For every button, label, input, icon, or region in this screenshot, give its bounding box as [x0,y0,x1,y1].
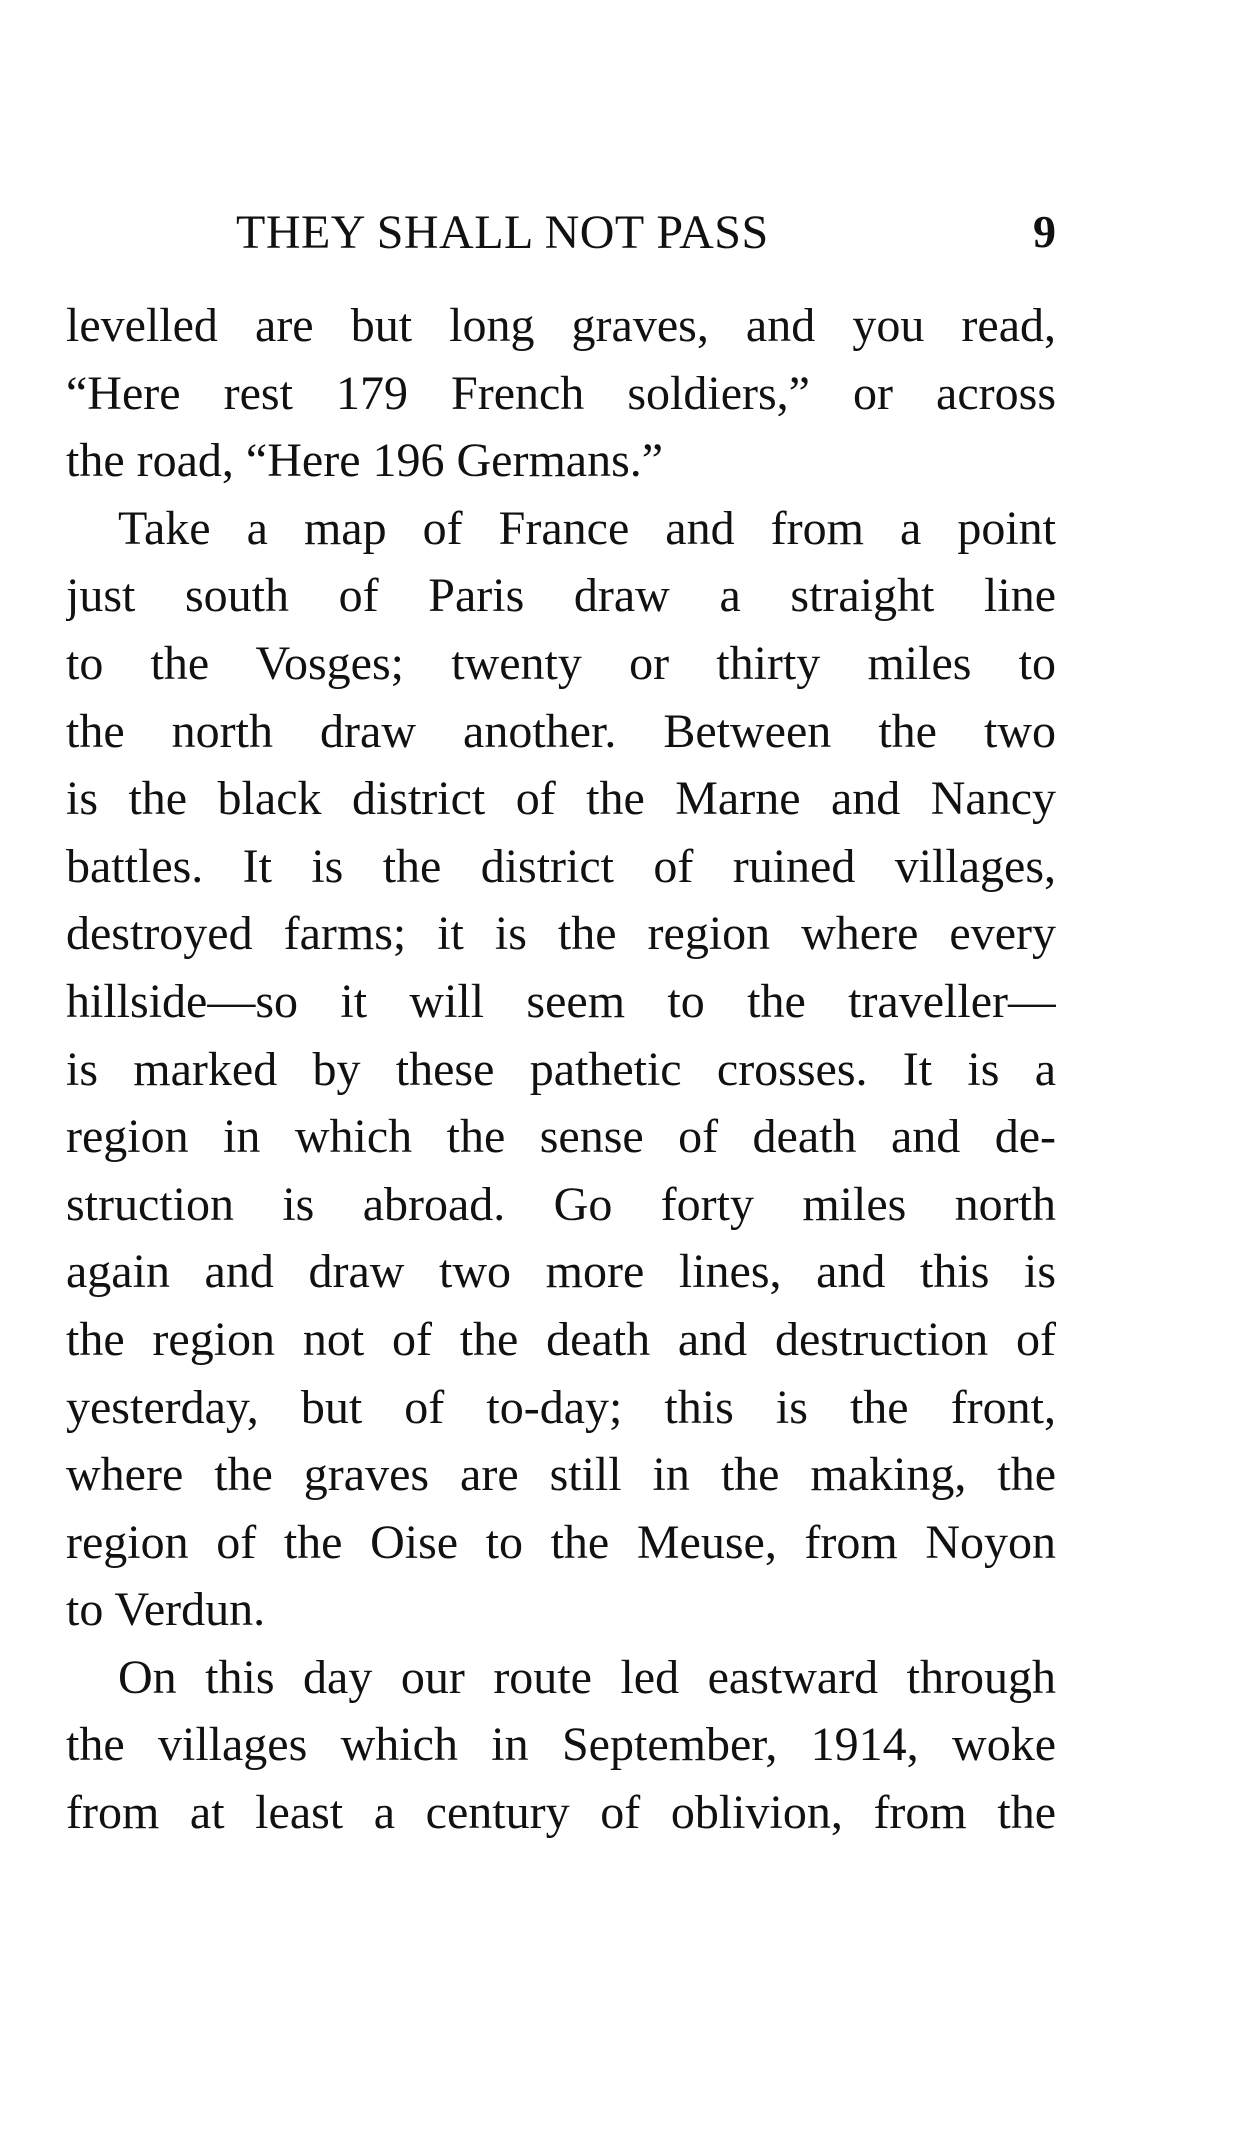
text-line: to Verdun. [66,1583,266,1637]
text-line: to the Vosges; twenty or thirty miles to [66,636,1056,690]
text-line: the north draw another. Between the two [66,704,1056,758]
text-line: Take a map of France and from a point [118,501,1056,555]
text-line: hillside—so it will seem to the traveller— [66,974,1056,1028]
text-line: again and draw two more lines, and this is [66,1245,1056,1299]
text-line: region of the Oise to the Meuse, from Noyon [66,1515,1056,1569]
text-line: where the graves are still in the making, the [66,1448,1056,1502]
running-title: THEY SHALL NOT PASS [236,206,769,259]
text-line: the region not of the death and destruction of [66,1312,1056,1366]
text-line: the road, “Here 196 Germans.” [66,434,664,488]
text-line: destroyed farms; it is the region where every [66,907,1056,961]
text-line: struction is abroad. Go forty miles north [66,1177,1056,1231]
text-line: “Here rest 179 French soldiers,” or across [66,366,1056,420]
text-line: levelled are but long graves, and you read, [66,299,1056,352]
text-line: just south of Paris draw a straight line [66,569,1056,623]
page-number: 9 [1033,206,1056,257]
text-line: battles. It is the district of ruined villages, [66,839,1056,893]
text-line: yesterday, but of to-day; this is the front, [66,1380,1056,1434]
text-line: region in which the sense of death and de- [66,1110,1056,1164]
text-line: On this day our route led eastward through [118,1650,1056,1704]
text-line: the villages which in September, 1914, woke [66,1718,1056,1772]
body-text [66,292,1056,1847]
text-line: is the black district of the Marne and Nancy [66,772,1056,826]
text-line: is marked by these pathetic crosses. It is a [66,1042,1056,1096]
running-head [66,205,1056,265]
text-line: from at least a century of oblivion, from the [66,1786,1056,1840]
